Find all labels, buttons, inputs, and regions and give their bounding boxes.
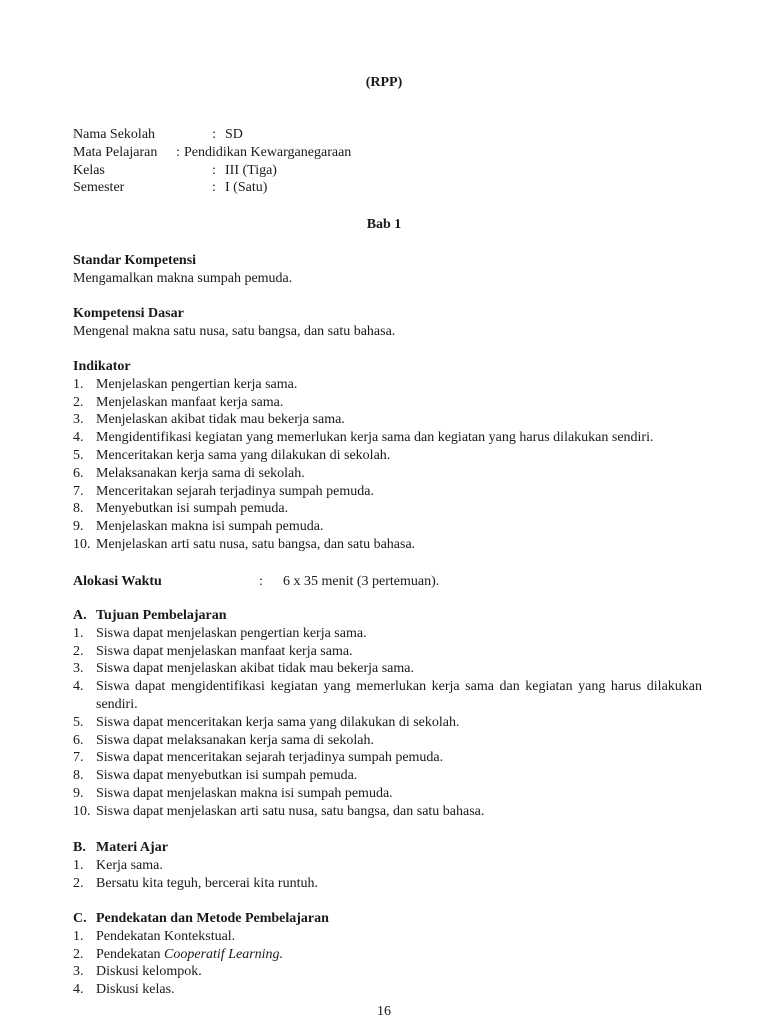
list-item: [73, 981, 702, 999]
item-number: 2.: [73, 946, 84, 962]
section-heading: [73, 910, 702, 928]
section-title: Tujuan Pembelajaran: [96, 608, 227, 623]
info-label: Nama Sekolah: [73, 127, 156, 142]
document-title: (RPP): [365, 75, 403, 90]
info-sep: :: [176, 144, 180, 160]
list-item: [73, 732, 702, 750]
item-text: Menjelaskan akibat tidak mau bekerja sama.: [96, 412, 345, 428]
list-item: [73, 660, 702, 678]
item-text: Menceritakan sejarah terjadinya sumpah pemuda.: [96, 483, 374, 499]
info-label: Semester: [73, 180, 125, 196]
item-text: Menceritakan kerja sama yang dilakukan di sekolah.: [96, 447, 391, 463]
item-number: 8.: [73, 768, 84, 784]
item-text: Siswa dapat menceritakan kerja sama yang dilakukan di sekolah.: [96, 714, 460, 730]
section-letter: C.: [73, 911, 87, 926]
info-row: [73, 179, 702, 197]
list-item: [73, 429, 702, 447]
item-text: Siswa dapat menjelaskan pengertian kerja sama.: [96, 625, 367, 641]
list-item: [73, 376, 702, 394]
list-item: [73, 946, 702, 964]
list-item: [73, 465, 702, 483]
list-item: [73, 928, 702, 946]
item-number: 2.: [73, 394, 84, 410]
item-text: Melaksanakan kerja sama di sekolah.: [96, 465, 305, 481]
list-item: [73, 749, 702, 767]
section-letter: B.: [73, 840, 86, 855]
section-heading: [73, 607, 702, 625]
indikator-section: [73, 358, 702, 554]
list-item: [73, 767, 702, 785]
list-item: [73, 643, 702, 661]
indikator-list: [73, 376, 702, 554]
item-number: 2.: [73, 875, 84, 891]
item-number: 9.: [73, 519, 84, 535]
item-number: 1.: [73, 625, 84, 641]
dasar-section: [73, 305, 702, 341]
item-text: Siswa dapat mengidentifikasi kegiatan yang memerlukan kerja sama dan kegiatan yang harus dilakukan sendiri.: [96, 679, 702, 712]
item-number: 4.: [73, 430, 84, 446]
section-heading: Standar Kompetensi: [73, 253, 197, 268]
item-number: 5.: [73, 714, 84, 730]
list-item: [73, 625, 702, 643]
item-number: 7.: [73, 483, 84, 499]
info-row: [73, 162, 702, 180]
section-text: Mengenal makna satu nusa, satu bangsa, dan satu bahasa.: [73, 323, 396, 339]
list-item: [73, 785, 702, 803]
section-heading: Indikator: [73, 359, 131, 374]
item-text: Siswa dapat menceritakan sejarah terjadinya sumpah pemuda.: [96, 750, 444, 766]
chapter-heading: Bab 1: [366, 217, 402, 232]
item-number: 10.: [73, 803, 91, 819]
item-text: Menjelaskan pengertian kerja sama.: [96, 376, 298, 392]
item-text: Siswa dapat menjelaskan manfaat kerja sama.: [96, 643, 353, 659]
section-title: Pendekatan dan Metode Pembelajaran: [96, 911, 329, 926]
list-item: [73, 411, 702, 429]
list-item: [73, 536, 702, 554]
item-number: 1.: [73, 376, 84, 392]
list-item: [73, 500, 702, 518]
item-text: Diskusi kelas.: [96, 982, 175, 998]
metode-list: [73, 928, 702, 999]
item-text: Menyebutkan isi sumpah pemuda.: [96, 501, 289, 517]
item-number: 6.: [73, 732, 84, 748]
item-number: 3.: [73, 661, 84, 677]
section-heading: Kompetensi Dasar: [73, 306, 184, 321]
section-title: Materi Ajar: [96, 840, 168, 855]
section-text: Mengamalkan makna sumpah pemuda.: [73, 270, 293, 286]
list-item: [73, 714, 702, 732]
item-text: Siswa dapat melaksanakan kerja sama di sekolah.: [96, 732, 374, 748]
info-sep: :: [212, 127, 216, 142]
list-item: [73, 447, 702, 465]
section-heading: [73, 839, 702, 857]
info-value: III (Tiga): [225, 162, 277, 178]
info-sep: :: [212, 180, 216, 196]
list-item: [73, 875, 702, 893]
item-text: Pendekatan Kontekstual.: [96, 928, 236, 944]
item-text: Siswa dapat menjelaskan akibat tidak mau bekerja sama.: [96, 661, 415, 677]
info-row: [73, 144, 702, 162]
list-item: [73, 857, 702, 875]
item-number: 8.: [73, 501, 84, 517]
item-number: 7.: [73, 750, 84, 766]
item-text: Menjelaskan manfaat kerja sama.: [96, 394, 284, 410]
page-number: 16: [377, 1004, 391, 1019]
list-item: [73, 963, 702, 981]
item-text: Menjelaskan makna isi sumpah pemuda.: [96, 519, 324, 535]
identity-table: [73, 126, 702, 197]
alokasi-value: 6 x 35 menit (3 pertemuan).: [283, 574, 440, 589]
item-number: 3.: [73, 412, 84, 428]
alokasi-waktu: [73, 573, 702, 591]
item-number: 10.: [73, 536, 91, 552]
item-text: Menjelaskan arti satu nusa, satu bangsa, dan satu bahasa.: [96, 536, 416, 552]
info-value: I (Satu): [225, 180, 268, 196]
materi-list: [73, 857, 702, 893]
alokasi-sep: :: [259, 574, 263, 589]
item-text: Diskusi kelompok.: [96, 964, 202, 980]
list-item: [73, 803, 702, 821]
item-number: 9.: [73, 785, 84, 801]
item-text: Siswa dapat menyebutkan isi sumpah pemuda.: [96, 768, 358, 784]
section-letter: A.: [73, 608, 87, 623]
alokasi-label: Alokasi Waktu: [73, 574, 162, 589]
item-number: 4.: [73, 982, 84, 998]
tujuan-list: [73, 625, 702, 821]
list-item: [73, 518, 702, 536]
item-italic: Cooperatif Learning.: [164, 946, 284, 962]
info-value: Pendidikan Kewarganegaraan: [184, 144, 352, 160]
info-row: [73, 126, 702, 144]
info-value: SD: [225, 127, 243, 142]
list-item: [73, 394, 702, 412]
standar-section: [73, 252, 702, 288]
item-number: 4.: [73, 679, 84, 695]
metode-section: [73, 910, 702, 999]
item-number: 5.: [73, 447, 84, 463]
item-text: Kerja sama.: [96, 857, 163, 873]
item-text: Bersatu kita teguh, bercerai kita runtuh.: [96, 875, 318, 891]
list-item: [73, 678, 702, 714]
info-label: Mata Pelajaran: [73, 144, 158, 160]
item-text: Siswa dapat menjelaskan makna isi sumpah pemuda.: [96, 785, 393, 801]
item-prefix: Pendekatan: [96, 946, 165, 962]
item-number: 3.: [73, 964, 84, 980]
info-sep: :: [212, 162, 216, 178]
item-number: 1.: [73, 928, 84, 944]
item-number: 6.: [73, 465, 84, 481]
item-text: Siswa dapat menjelaskan arti satu nusa, satu bangsa, dan satu bahasa.: [96, 803, 485, 819]
item-number: 2.: [73, 643, 84, 659]
list-item: [73, 483, 702, 501]
materi-section: [73, 839, 702, 892]
item-text: [96, 946, 702, 964]
item-number: 1.: [73, 857, 84, 873]
info-label: Kelas: [73, 162, 105, 178]
item-text: Mengidentifikasi kegiatan yang memerlukan kerja sama dan kegiatan yang harus dilakukan sendiri.: [96, 430, 654, 446]
tujuan-section: [73, 607, 702, 821]
